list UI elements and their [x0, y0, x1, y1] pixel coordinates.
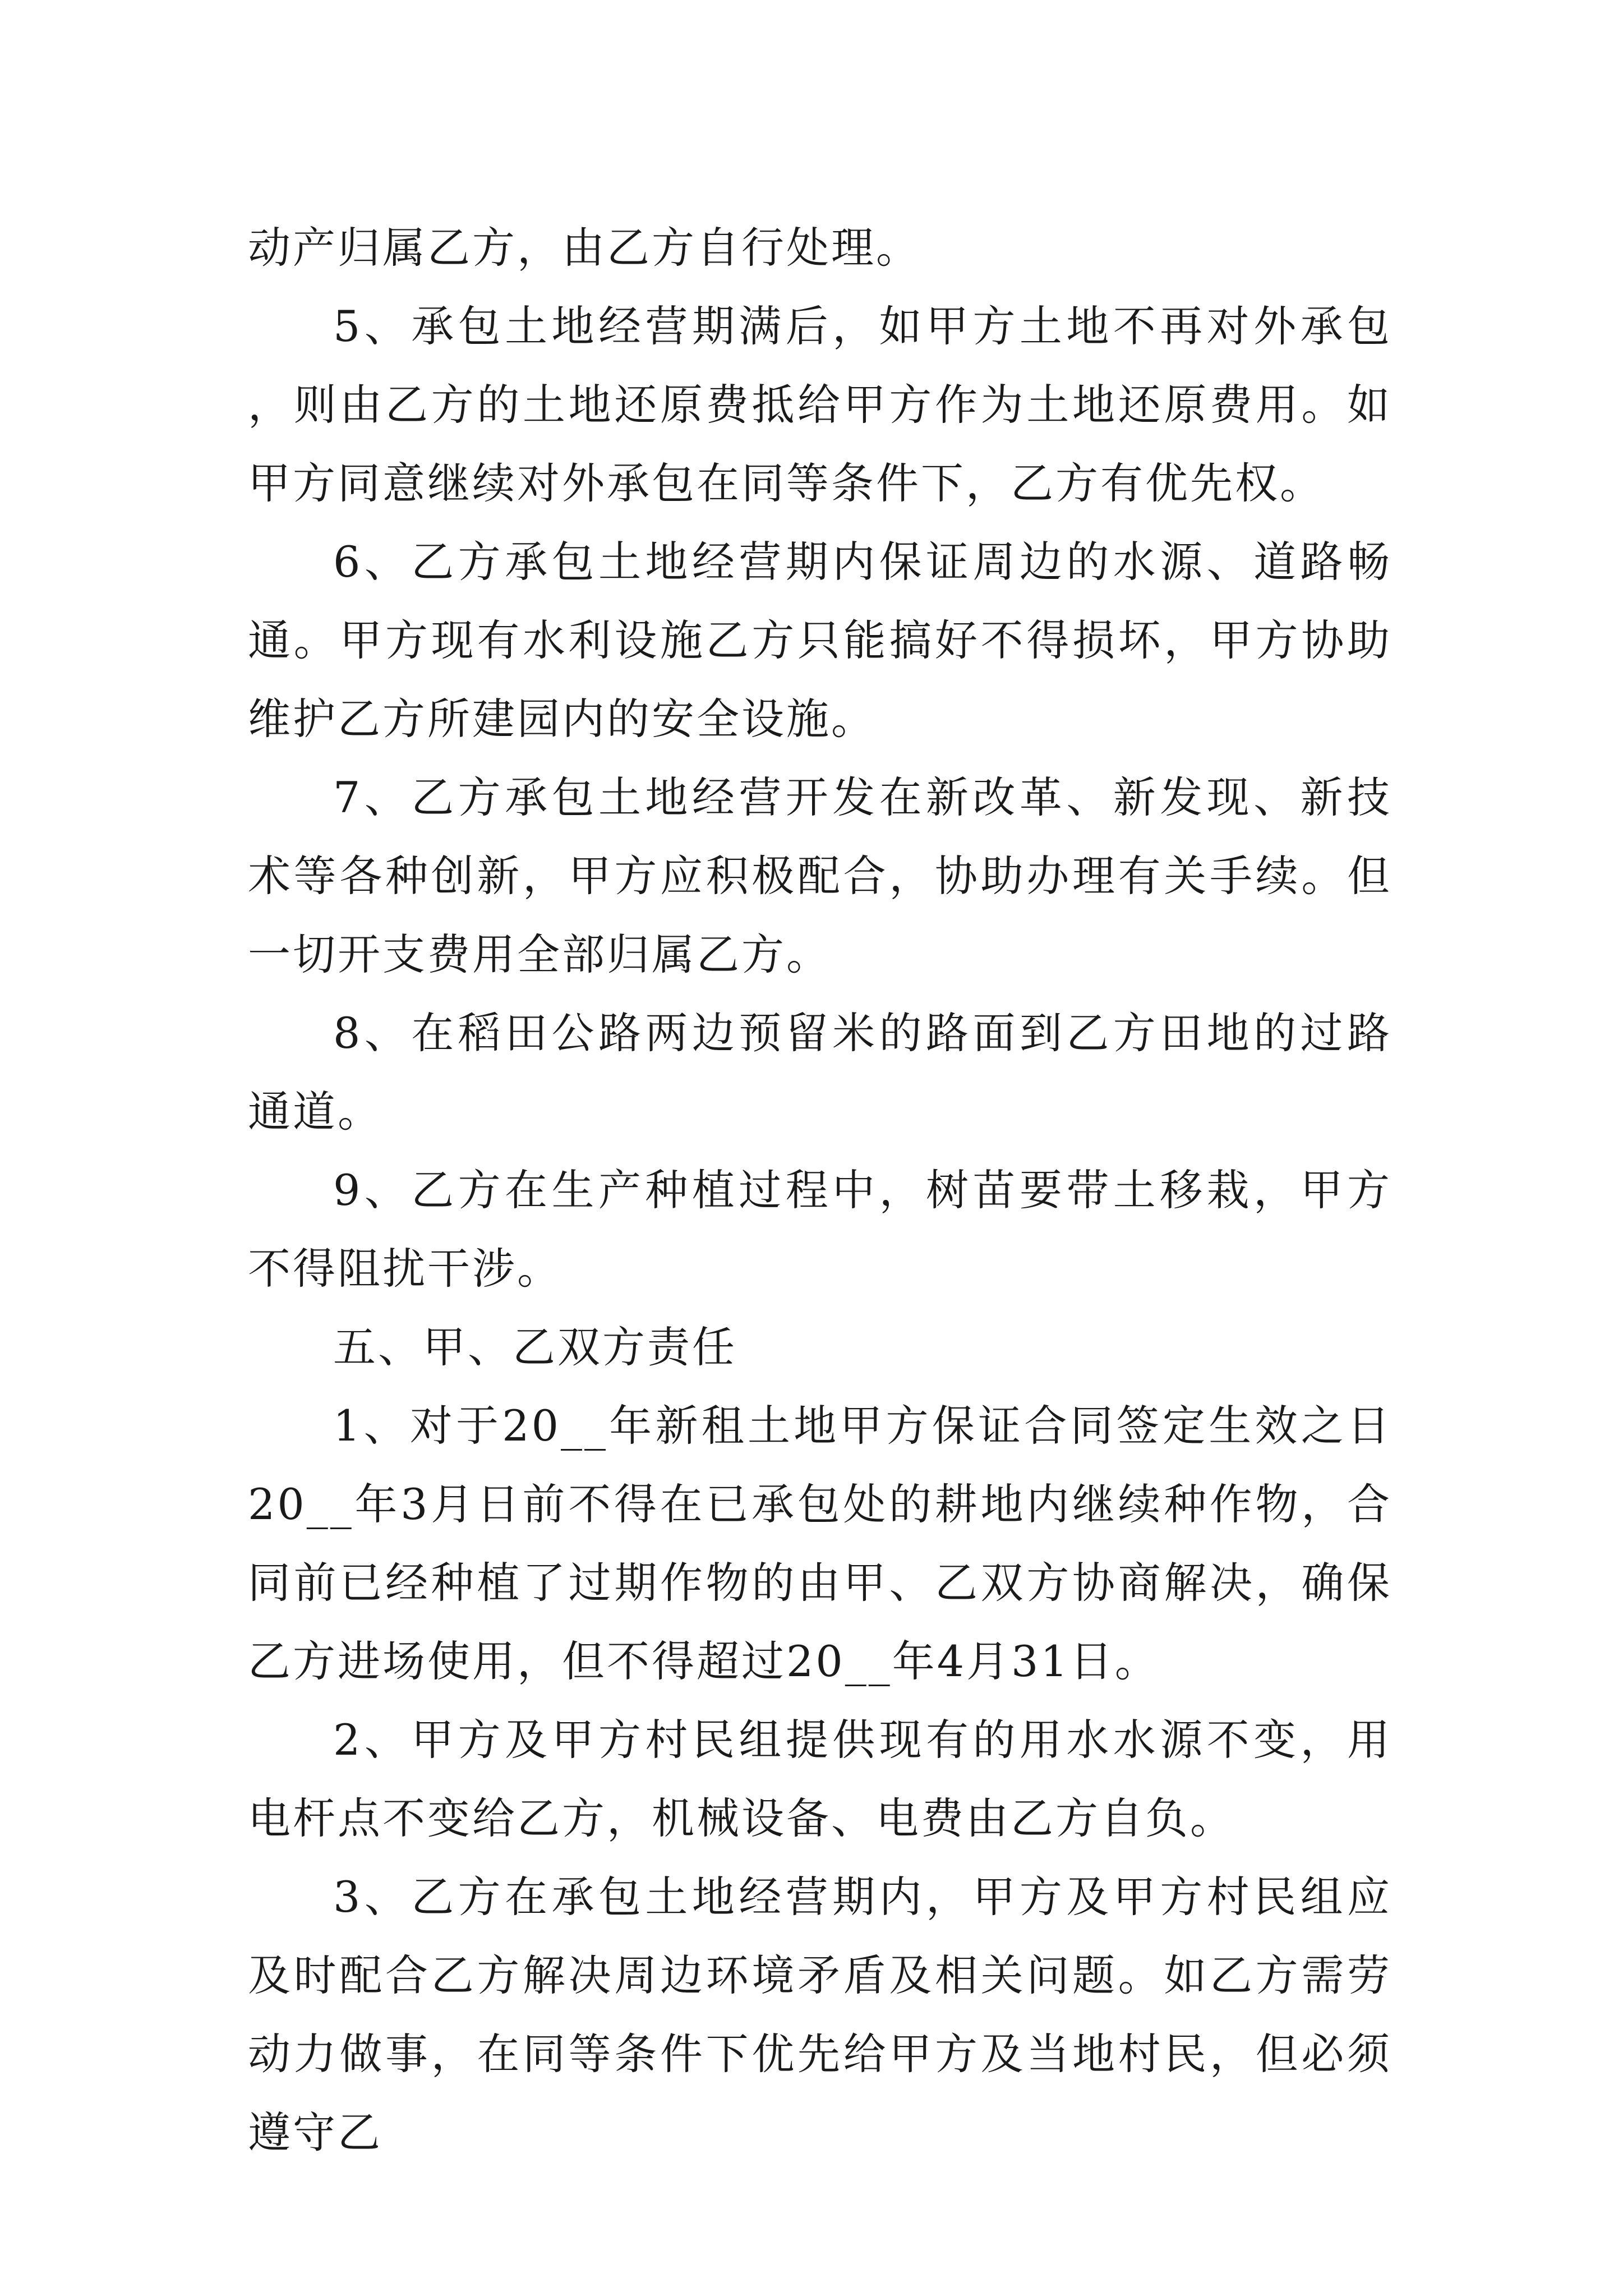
paragraph-responsibility-2: 2、甲方及甲方村民组提供现有的用水水源不变，用电杆点不变给乙方，机械设备、电费由乙方自负。	[248, 1715, 1392, 1843]
paragraph-clause-5: 5、承包土地经营期满后，如甲方土地不再对外承包，则由乙方的土地还原费抵给甲方作为土地还原费用。如甲方同意继续对外承包在同等条件下，乙方有优先权。	[248, 301, 1392, 508]
paragraph-responsibility-3: 3、乙方在承包土地经营期内，甲方及甲方村民组应及时配合乙方解决周边环境矛盾及相关问题。如乙方需劳动力做事，在同等条件下优先给甲方及当地村民，但必须遵守乙	[248, 1872, 1392, 2157]
paragraph-clause-9: 9、乙方在生产种植过程中，树苗要带土移栽，甲方不得阻扰干涉。	[248, 1165, 1392, 1294]
paragraph-clause-6: 6、乙方承包土地经营期内保证周边的水源、道路畅通。甲方现有水利设施乙方只能搞好不得损坏，甲方协助维护乙方所建园内的安全设施。	[248, 537, 1392, 744]
paragraph-clause-7: 7、乙方承包土地经营开发在新改革、新发现、新技术等各种创新，甲方应积极配合，协助办理有关手续。但一切开支费用全部归属乙方。	[248, 772, 1392, 979]
document-body	[248, 209, 1392, 2172]
paragraph-continuation: 动产归属乙方，由乙方自行处理。	[248, 223, 921, 273]
paragraph-responsibility-1: 1、对于20__年新租土地甲方保证合同签定生效之日20__年3月日前不得在已承包处的耕地内继续种作物，合同前已经种植了过期作物的由甲、乙双方协商解决，确保乙方进场使用，但不得超过20__年4月31日。	[248, 1401, 1392, 1686]
paragraph-clause-8: 8、在稻田公路两边预留米的路面到乙方田地的过路通道。	[248, 1008, 1392, 1137]
section-heading-responsibilities: 五、甲、乙双方责任	[333, 1322, 737, 1372]
